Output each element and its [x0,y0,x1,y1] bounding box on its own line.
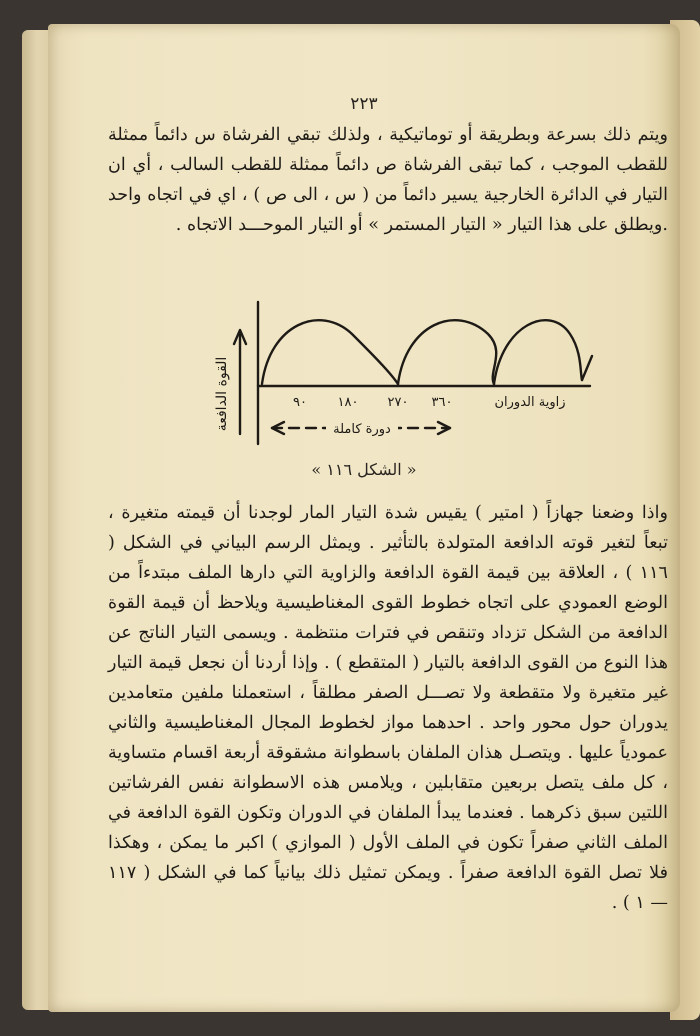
tick-label-180: ١٨٠ [337,395,359,410]
wave-tail [582,356,592,380]
wave-hump-2 [398,320,496,384]
rectified-wave-diagram [214,294,610,469]
book-page [48,24,680,1012]
tick-label-90: ٩٠ [293,395,307,410]
y-axis-label: القوة الدافعة [214,356,230,432]
tick-label-360: ٣٦٠ [431,395,453,410]
tick-label-270: ٢٧٠ [387,395,409,410]
paragraph-2: واذا وضعنا جهازاً ( امتير ) يقيس شدة التيار المار لوجدنا أن قيمته متغيرة ، تبعاً لتغير قوته الدافعة المتولدة بالتأثير . ويمثل الرسم البياني في الشكل ( ١١٦ ) ، العلاقة بين قيمة القوة الدافعة والزاوية التي دارها الملف مبتدءاً من الوضع العمودي على اتجاه خطوط القوى المغناطيسية ويلاحظ أن قيمة القوة الدافعة من الشكل تزداد وتنقص في فترات منتظمة . ويسمى التيار الناتج عن هذا النوع من القوى الدافعة بالتيار ( المتقطع ) . وإذا أردنا أن نجعل قيمة التيار غير متغيرة ولا متقطعة ولا تصـــل الصفر مطلقاً ، استعملنا ملفين متعامدين يدوران حول محور واحد . احدهما مواز لخطوط المجال المغناطيسية والثاني عمودياً عليها . ويتصـل هذان الملفان باسطوانة مشقوقة أربعة اقسام متساوية ، كل ملف يتصل بربعين متقابلين ، ويلامس هذه الاسطوانة نفس الفرشاتين اللتين سبق ذكرهما . فعندما يبدأ الملفان في الدوران وتكون القوة الدافعة في الملف الثاني صفراً تكون في الملف الأول ( الموازي ) اكبر ما يمكن ، وهكذا فلا تصل القوة الدافعة صفراً . ويمكن تمثيل ذلك بيانياً كما في الشكل ( ١١٧ — ١ ) . [108,503,668,913]
cycle-label: دورة كاملة [333,422,391,437]
page-number: ٢٢٣ [350,94,378,114]
wave-hump-1 [262,320,398,384]
wave-hump-3 [494,320,582,384]
figure-caption: « الشكل ١١٦ » [311,460,417,479]
figure-116 [214,294,610,469]
paragraph-1: ويتم ذلك بسرعة وبطريقة أو توماتيكية ، ولذلك تبقي الفرشاة س دائماً ممثلة للقطب الموجب ، كما تبقى الفرشاة ص دائماً ممثلة للقطب السالب ، أي ان التيار في الدائرة الخارجية يسير دائماً من ( س ، الى ص ) ، اي في اتجاه واحد .ويطلق على هذا التيار « التيار المستمر » أو التيار الموحـــد الاتجاه . [108,125,668,235]
x-axis-label: زاوية الدوران [494,395,566,410]
